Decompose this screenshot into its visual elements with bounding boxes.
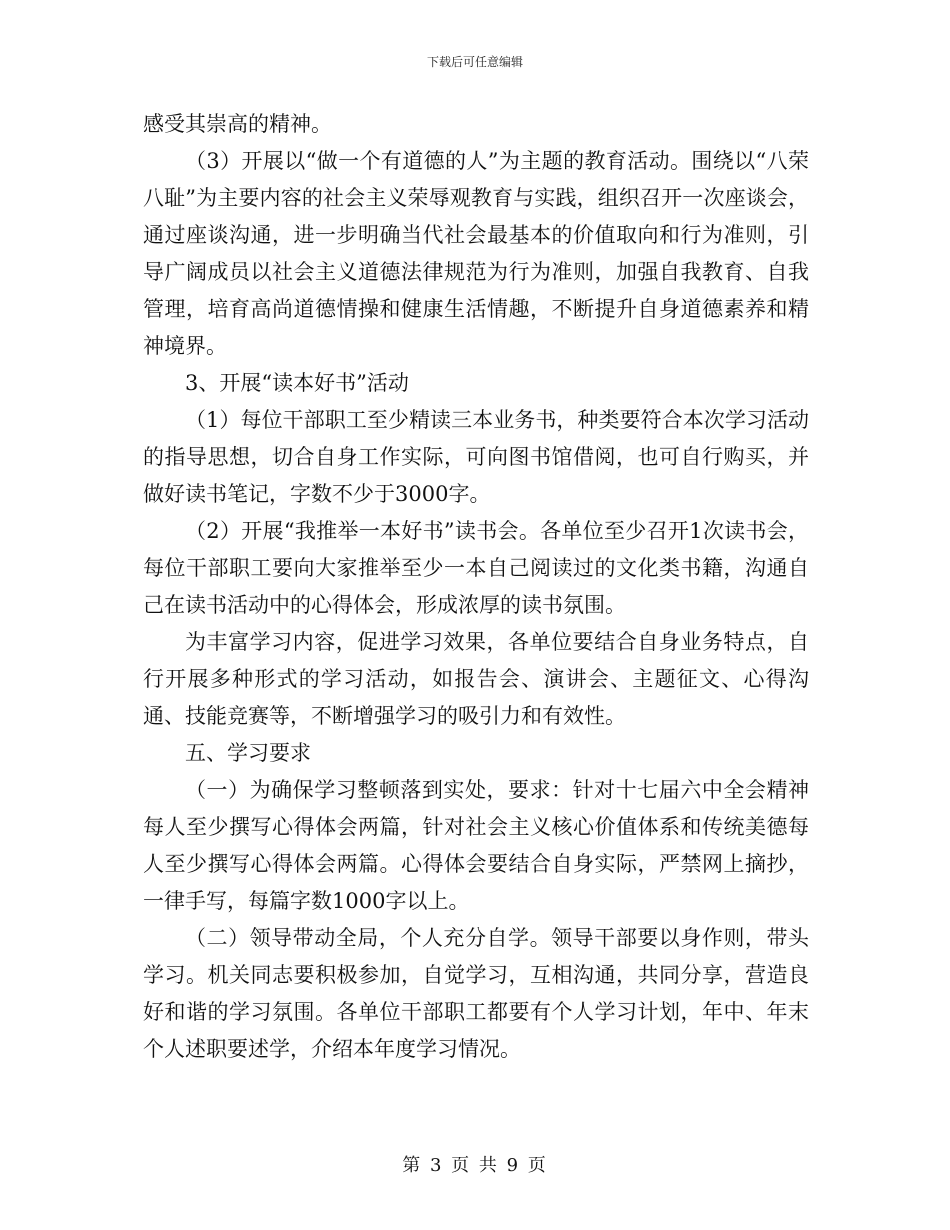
page-number-footer: 第 3 页 共 9 页	[402, 1155, 548, 1176]
page-header: 下载后可任意编辑	[426, 55, 523, 69]
document-body	[143, 106, 809, 1068]
body-paragraph-moral-education: （3）开展以“做一个有道德的人”为主题的教育活动。围绕以“八荣八耻”为主要内容的社会主义荣辱观教育与实践，组织召开一次座谈会，通过座谈沟通，进一步明确当代社会最基本的价值取向和行为准则，引导广阔成员以社会主义道德法律规范为行为准则，加强自我教育、自我管理，培育高尚道德情操和健康生活情趣，不断提升自身道德素养和精神境界。	[143, 149, 809, 358]
body-paragraph-requirement-two: （二）领导带动全局，个人充分自学。领导干部要以身作则，带头学习。机关同志要积极参加，自觉学习，互相沟通，共同分享，营造良好和谐的学习氛围。各单位干部职工都要有个人学习计划，年中、年末个人述职要述学，介绍本年度学习情况。	[143, 926, 809, 1061]
section-heading-requirements: 五、学习要求	[185, 741, 311, 765]
body-paragraph-book-club: （2）开展“我推举一本好书”读书会。各单位至少召开1次读书会，每位干部职工要向大家推举至少一本自己阅读过的文化类书籍，沟通自己在读书活动中的心得体会，形成浓厚的读书氛围。	[143, 519, 809, 617]
body-paragraph-read-three-books: （1）每位干部职工至少精读三本业务书，种类要符合本次学习活动的指导思想，切合自身工作实际，可向图书馆借阅，也可自行购买，并做好读书笔记，字数不少于3000字。	[143, 408, 809, 506]
section-heading-reading-activity: 3、开展“读本好书”活动	[185, 371, 409, 395]
body-paragraph-learning-activities: 为丰富学习内容，促进学习效果，各单位要结合自身业务特点，自行开展多种形式的学习活动，如报告会、演讲会、主题征文、心得沟通、技能竞赛等，不断增强学习的吸引力和有效性。	[143, 630, 809, 728]
body-paragraph-continuation: 感受其崇高的精神。	[143, 112, 332, 136]
body-paragraph-requirement-one: （一）为确保学习整顿落到实处，要求：针对十七届六中全会精神每人至少撰写心得体会两篇，针对社会主义核心价值体系和传统美德每人至少撰写心得体会两篇。心得体会要结合自身实际，严禁网上摘抄，一律手写，每篇字数1000字以上。	[143, 778, 809, 913]
